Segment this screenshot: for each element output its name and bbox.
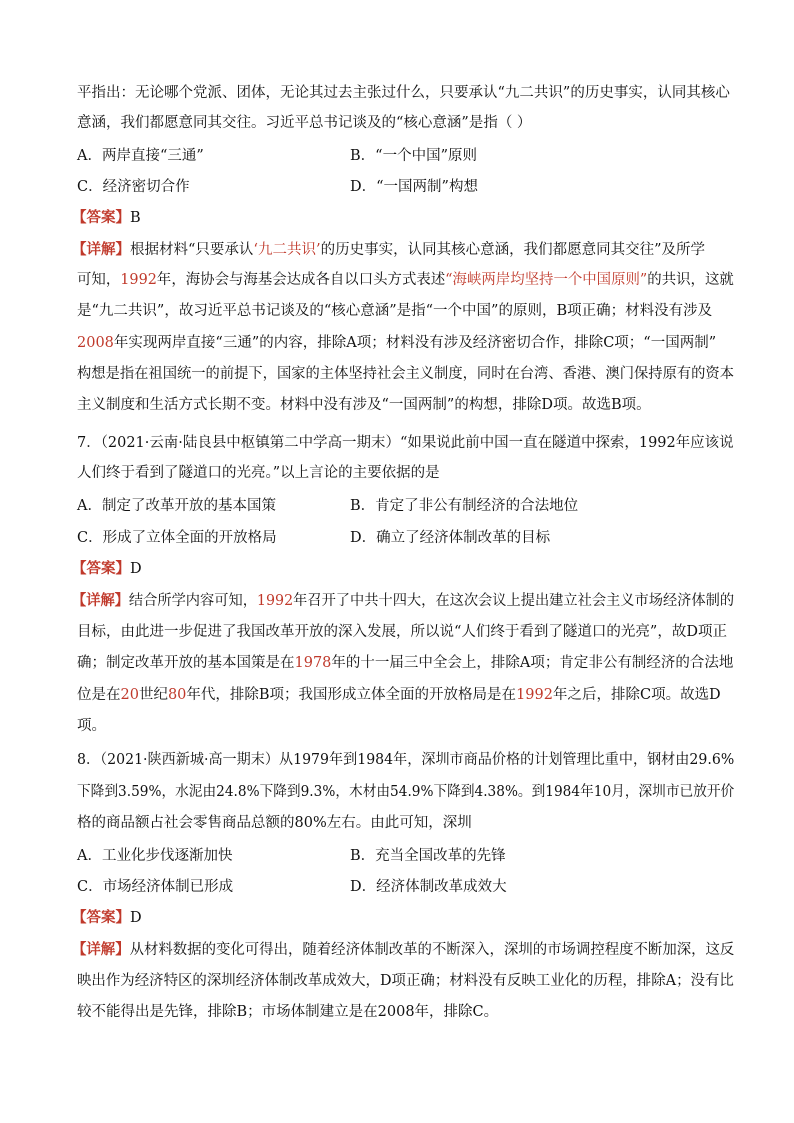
detail-tag: 【详解】 [72,241,130,258]
q7-stem-line-2: 人们终于看到了隧道口的光亮。”以上言论的主要依据的是 [77,465,440,481]
highlight: “海峡两岸均坚持一个中国原则” [445,272,648,288]
text: 可知， [77,272,121,288]
q6-detail-line-4 [77,333,727,353]
q6-stem-line-1: 平指出：无论哪个党派、团体，无论其过去主张过什么，只要承认“九二共识”的历史事实，认同其核心 [77,85,730,101]
text: 结合所学内容可知， [128,593,257,609]
text: 位是在 [77,687,121,703]
text: 年的十一届三中全会上，排除A项；肯定非公有制经济的合法地 [331,655,734,671]
q6-option-c: C．经济密切合作 [77,179,190,195]
q6-detail-line-2 [77,270,734,290]
text: 从材料数据的变化可得出，随着经济体制改革的不断深入，深圳的市场调控程度不断加深，这反 [129,942,735,958]
q7-answer [72,559,722,579]
text: 年实现两岸直接“三通”的内容，排除A项；材料没有涉及经济密切合作，排除C项；“一国两制” [113,335,717,351]
answer-tag: 【答案】 [72,560,130,577]
answer-tag: 【答案】 [72,209,130,226]
text: 年代，排除B项；我国形成立体全面的开放格局是在 [186,687,517,703]
text: 的共识，这就 [647,272,734,288]
text: 年之后，排除C项。故选D [552,687,721,703]
q7-stem-line-1: 7．（2021·云南·陆良县中枢镇第二中学高一期末）“如果说此前中国一直在隧道中探索，1992年应该说 [77,435,734,451]
text: 年，海协会与海基会达成各自以口头方式表述 [156,272,446,288]
q8-option-b: B．充当全国改革的先锋 [350,848,506,864]
answer-value: D [130,910,142,926]
q8-answer [72,908,722,928]
q6-detail-line-6: 主义制度和生活方式长期不变。材料中没有涉及“一国两制”的构想，排除D项。故选B项。 [77,397,651,413]
detail-tag: 【详解】 [72,592,129,609]
q6-detail-line-1 [72,240,722,260]
highlight: 1992 [256,593,294,609]
text: 的历史事实，认同其核心意涵，我们都愿意同其交往”及所学 [320,242,706,258]
q8-stem-line-2: 下降到3.59%，水泥由24.8%下降到9.3%，木材由54.9%下降到4.38%。到1984年10月，深圳市已放开价 [77,784,735,800]
q7-detail-line-1 [72,591,735,611]
q6-option-a: A．两岸直接“三通” [77,148,204,164]
q8-option-d: D．经济体制改革成效大 [350,879,507,895]
q8-detail-line-1 [72,940,735,960]
q8-stem-line-1: 8．（2021·陕西新城·高一期末）从1979年到1984年，深圳市商品价格的计划管理比重中，钢材由29.6% [77,752,735,768]
q7-detail-line-5: 项。 [77,718,106,734]
highlight: 20 [120,687,139,703]
answer-tag: 【答案】 [72,909,130,926]
text: 年召开了中共十四大，在这次会议上提出建立社会主义市场经济体制的 [293,593,735,609]
q8-stem-line-3: 格的商品额占社会零售商品总额的80%左右。由此可知，深圳 [77,815,472,831]
q8-detail-line-2: 映出作为经济特区的深圳经济体制改革成效大，D项正确；材料没有反映工业化的历程，排除A；没有比 [77,973,734,989]
q7-option-a: A．制定了改革开放的基本国策 [77,498,276,514]
q6-answer [72,208,722,228]
q6-option-b: B．“一个中国”原则 [350,148,477,164]
text: 根据材料“只要承认 [130,242,254,258]
q7-detail-line-4 [77,685,727,705]
answer-value: B [130,210,141,226]
q8-option-c: C．市场经济体制已形成 [77,879,234,895]
highlight: 1992 [120,272,157,288]
q7-detail-line-3 [77,653,734,673]
text: 世纪 [138,687,168,703]
highlight: 1978 [294,655,332,671]
q8-detail-line-3: 较不能得出是先锋，排除B；市场体制建立是在2008年，排除C。 [77,1004,499,1020]
detail-tag: 【详解】 [72,941,130,958]
q7-detail-line-2: 目标，由此进一步促进了我国改革开放的深入发展，所以说“人们终于看到了隧道口的光亮”，故D项正 [77,624,727,640]
highlight: 2008 [77,335,114,351]
q6-detail-line-3: 是“九二共识”，故习近平总书记谈及的“核心意涵”是指“一个中国”的原则，B项正确；材料没有涉及 [77,303,713,319]
q7-option-c: C．形成了立体全面的开放格局 [77,530,277,546]
q8-option-a: A．工业化步伐逐渐加快 [77,848,233,864]
q7-option-d: D．确立了经济体制改革的目标 [350,530,551,546]
text: 确；制定改革开放的基本国策是在 [77,655,295,671]
highlight: ‘九二共识’ [253,242,321,258]
answer-value: D [130,561,142,577]
highlight: 80 [167,687,187,703]
highlight: 1992 [516,687,553,703]
q6-option-d: D．“一国两制”构想 [350,179,478,195]
q6-detail-line-5: 构想是指在祖国统一的前提下，国家的主体坚持社会主义制度，同时在台湾、香港、澳门保持原有的资本 [77,366,734,382]
q7-option-b: B．肯定了非公有制经济的合法地位 [350,498,579,514]
q6-stem-line-2: 意涵，我们都愿意同其交往。习近平总书记谈及的“核心意涵”是指（ ） [77,115,532,131]
